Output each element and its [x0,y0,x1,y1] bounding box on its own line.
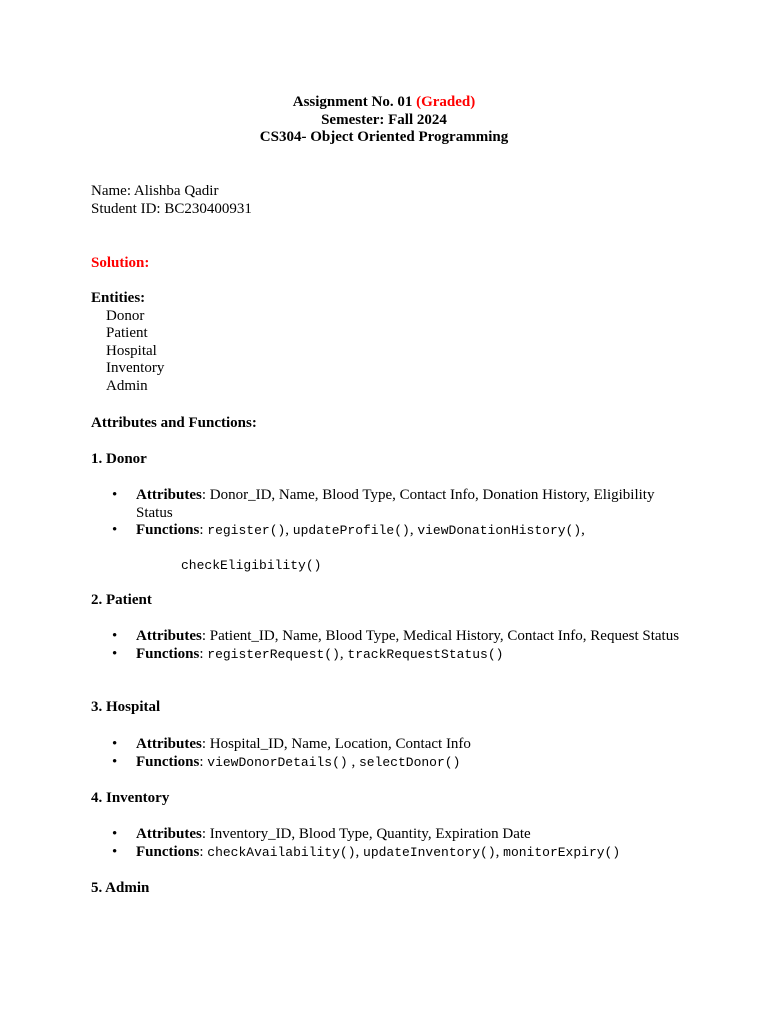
attributes-label: Attributes [136,628,202,644]
donor-functions-item: • Functions: register(), updateProfile(), viewDonationHistory(), [91,522,681,540]
student-id: Student ID: BC230400931 [91,200,252,217]
entity-item: Inventory [106,360,165,377]
entity-item: Patient [106,325,148,342]
functions-label: Functions [136,645,200,662]
assignment-title: Assignment No. 01 [292,94,413,110]
section-title-donor: 1. Donor [91,451,147,467]
solution-label: Solution: [91,255,150,271]
attributes-label: Attributes [136,826,202,842]
section-title-patient: 2. Patient [91,592,152,608]
entities-section [91,290,691,396]
entity-item: Admin [106,377,148,394]
function-name: trackRequestStatus() [347,646,504,662]
student-name: Name: Alishba Qadir [91,183,219,199]
function-name: updateInventory() [363,844,496,860]
function-name: viewDonationHistory() [417,523,582,539]
patient-attributes-item: • Attributes: Patient_ID, Name, Blood Type, Medical History, Contact Info, Request Status [91,628,681,646]
inventory-attributes-value: Inventory_ID, Blood Type, Quantity, Expiration Date [209,826,531,842]
donor-attributes-value: Donor_ID, Name, Blood Type, Contact Info, Donation History, Eligibility Status [136,487,655,521]
donor-bullets [91,487,681,540]
functions-label: Functions [136,753,200,770]
attributes-label: Attributes [136,487,202,503]
section-title-admin: 5. Admin [91,880,150,896]
document-header [0,94,768,147]
section-title-hospital: 3. Hospital [91,699,161,715]
attributes-functions-heading: Attributes and Functions: [91,415,257,431]
hospital-attributes-item: • Attributes: Hospital_ID, Name, Location, Contact Info [91,736,681,754]
assignment-title-line [0,94,768,112]
function-name: viewDonorDetails() [207,754,348,770]
patient-functions-item: • Functions: registerRequest(), trackRequestStatus() [91,646,681,664]
patient-attributes-value: Patient_ID, Name, Blood Type, Medical History, Contact Info, Request Status [209,628,680,644]
inventory-bullets [91,826,681,861]
attributes-label: Attributes [136,736,202,752]
function-name: register() [207,523,286,539]
functions-label: Functions [136,522,200,539]
student-info [91,183,691,218]
entity-item: Donor [106,307,145,324]
functions-label: Functions [136,843,200,860]
function-name: updateProfile() [292,523,410,539]
inventory-attributes-item: • Attributes: Inventory_ID, Blood Type, Quantity, Expiration Date [91,826,681,844]
graded-label: (Graded) [416,94,476,110]
hospital-attributes-value: Hospital_ID, Name, Location, Contact Info [209,736,471,752]
section-title-inventory: 4. Inventory [91,790,170,806]
function-name: checkAvailability() [207,844,356,860]
patient-bullets [91,628,681,663]
function-name: selectDonor() [358,754,461,770]
course-line: CS304- Object Oriented Programming [259,129,509,146]
semester-line: Semester: Fall 2024 [321,111,447,128]
entities-heading: Entities: [91,290,146,306]
entity-item: Hospital [106,342,157,359]
function-name: checkEligibility() [181,558,322,573]
function-name: monitorExpiry() [503,844,621,860]
function-name: registerRequest() [207,646,340,662]
inventory-functions-item: • Functions: checkAvailability(), updateInventory(), monitorExpiry() [91,844,681,862]
donor-attributes-item: • Attributes: Donor_ID, Name, Blood Type, Contact Info, Donation History, Eligibility Status [91,487,681,522]
hospital-bullets [91,736,681,771]
hospital-functions-item: • Functions: viewDonorDetails() , selectDonor() [91,754,681,772]
